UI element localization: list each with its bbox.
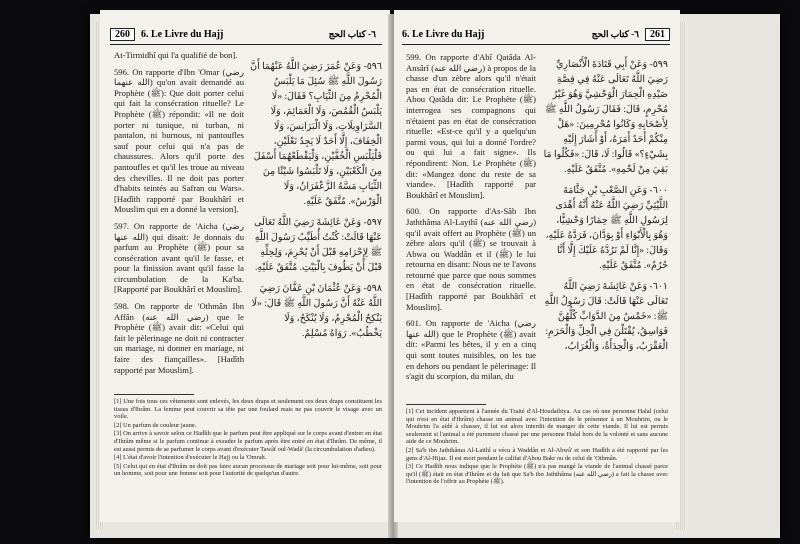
footnotes [114, 398, 382, 479]
footnote-separator [114, 394, 194, 395]
left-page-header [110, 24, 382, 45]
hadith-598: 598. On rapporte de 'Othmân Ibn Affân (رضي الله عنه) que le Prophète (ﷺ) avait dit: «Celui qui fait le pèlerinage ne doit ni contracter un mariage, ni donner en mariage, ni faire des fiançailles». [Hadîth rapporté par Mouslim]. [114, 301, 245, 375]
left-page [100, 10, 390, 522]
french-column [114, 50, 244, 381]
footnote: [3] On arrive à savoir selon ce Hadîth que le parfum peut être appliqué sur le corps avant d'entrer en état d'Ihrâm même si le parfum continue à exsuder le parfum après être entré en état d'Ihrâm. De même, il est aussi permis de se parfumer le corps avant d'exécuter Tawâf oul-Wadâ' (la circumbulation d'adieu). [114, 430, 382, 453]
french-column [406, 52, 536, 388]
arabic-column [250, 60, 382, 348]
arabic-hadith-597: ٥٩٧- وَعَنْ عَائِشَةَ رَضِيَ اللَّهُ تَعَالَى عَنْهَا قَالَتْ: كُنْتُ أُطَيِّبُ رَسُولَ اللَّهِ ﷺ لِإِحْرَامِهِ قَبْلَ أَنْ يُحْرِمَ، وَلِحِلِّهِ قَبْلَ أَنْ يَطُوفَ بِالْبَيْتِ. مُتَّفَقٌ عَلَيْهِ. [254, 218, 382, 273]
page-number: 260 [110, 28, 135, 41]
arabic-hadith-601: ٦٠١- وَعَنْ عَائِشَةَ رَضِيَ اللَّهُ تَعَالَى عَنْهَا قَالَتْ: قَالَ رَسُولُ اللَّهِ ﷺ: «خَمْسٌ مِنَ الدَّوَابِّ كُلُّهُنَّ فَوَاسِقُ، يُقْتَلْنَ فِي الْحِلِّ وَالْحَرَمِ: الْعَقْرَبُ، وَالْحِدَأَةُ، وَالْغُرَابُ، [544, 282, 668, 352]
footnote: [2] Sa'b ibn Jaththâma Al-Laithî a vécu à Waddân et Al-Abwâ' et son Hadîth a été rapporté par les gens d'Al-Hijaz. Il est mort pendant le califat d'Abou Bakr ou de celui de 'Othmân. [406, 446, 668, 462]
footnote: [3] Ce Hadîth nous indique que le Prophète (ﷺ) n'a pas mangé la viande de l'animal chassé parce qu'il (ﷺ) était en état d'Ihrâm et du fait que Sa'b ibn Jaththâma (رضي الله عنه) a fait la chasse avec l'intention de l'offrir au Prophète (ﷺ). [406, 463, 668, 486]
footnote: [2] Un parfum de couleur jaune. [114, 421, 197, 429]
arabic-column [542, 58, 668, 361]
hadith-601: 601. On rapporte de 'Aicha (رضي الله عنها) que le Prophète (ﷺ) avait dit: «Parmi les bêtes, il y en a cinq qui sont toutes nuisibles, on les tue en dehors ou pendant le pèlerinage: Il s'agit du scorpion, du milan, du [406, 318, 536, 382]
footnote-separator [406, 404, 486, 405]
footnote: [4] L'état d'avoir l'intention d'exécuter le Hajj ou la 'Omrah. [114, 454, 267, 462]
hadith-597: 597. On rapporte de 'Aicha (رضي الله عنها) qui disait: Je donnais du parfum au Prophète (ﷺ) pour sa consécration avant qu'il le fasse, et pour la finission avant qu'il fasse la circumbulation de la Ka'ba. [Rapporté par Boukhârî et Mouslim]. [114, 220, 244, 295]
running-title: 6. Le Livre du Hajj [402, 28, 485, 40]
arabic-hadith-598: ٥٩٨- وَعَنْ عُثْمَانَ بْنِ عَفَّانَ رَضِيَ اللَّهُ عَنْهُ أَنَّ رَسُولَ اللَّهِ ﷺ قَالَ: «لَا يَنْكِحُ الْمُحْرِمُ، وَلَا يُنْكَحُ، وَلَا يَخْطُبُ». رَوَاهُ مُسْلِمٌ. [251, 284, 382, 339]
footnote: [1] Une fois tous ces vêtements sont enlevés, les deux draps et seulement ces deux draps constituent les tissus d'Ihrâm. La femme peut couvrir sa tête par une foulard mais ne pas couvrir le visage avec un voile. [114, 398, 382, 421]
running-title: 6. Le Livre du Hajj [141, 28, 224, 40]
footnote: [5] Celui qui en état d'Ihrâm ne doit pas faire aucun processus de mariage soit pour lui-même, soit pour un homme, soit pour une femme soit pour l'autorité de quelqu'un d'autre. [114, 462, 382, 478]
hadith-599: 599. On rapporte d'Abî Qatâda Al-Ansârî (رضي الله عنه) à propos de la chasse d'un zèbre alors qu'il n'était pas en état de consécration rituelle. Abou Qatâda dit: Le Prophète (ﷺ) interrogea ses compagnons qui n'étaient pas en état de consécration rituelle: «Est-ce qu'il y a quelqu'un parmi vous, qui lui a donné l'ordre? ou qui lui a fait signe». Ils répondirent: Non. Le Prophète (ﷺ) dit: «Mangez donc du reste de sa viande». [Hadîth rapporté par Boukhârî et Mouslim]. [406, 52, 536, 200]
hadith-596: 596. On rapporte d'Ibn 'Omar (رضي الله عنهما) qu'on avait demandé au Prophète (ﷺ): Que doit porter celui qui fait la consécration rituelle? Le Prophète (ﷺ) répondit: «Il ne doit porter ni tunique, ni turban, ni pantalon, ni burnous, ni pantoufles sauf pour celui qui n'a pas de chaussures. Alors qu'il porte des pantoufles et qu'il les troue au niveau des chevilles. Il ne doit pas porter d'habits teintés au Safran ou Wars». [Hadîth rapporté par Boukhârî et Mouslim qui en a donné la version]. [114, 66, 245, 215]
footnotes [406, 408, 668, 487]
arabic-hadith-600: ٦٠٠- وَعَنِ الصَّعْبِ بْنِ جَثَّامَةَ اللَّيْثِيِّ رَضِيَ اللَّهُ عَنْهُ أَنَّهُ أَهْدَى لِرَسُولِ اللَّهِ ﷺ حِمَارًا وَحْشِيًّا، وَهُوَ بِالْأَبْوَاءِ أَوْ بِوَدَّانَ، فَرَدَّهُ عَلَيْهِ، وَقَالَ: «إِنَّا لَمْ نَرُدَّهُ عَلَيْكَ إِلَّا أَنَّا حُرُمٌ». مُتَّفَقٌ عَلَيْهِ. [545, 186, 668, 271]
right-page [394, 10, 680, 522]
running-title-arabic: ٦- كتاب الحج [591, 28, 639, 39]
arabic-hadith-596: ٥٩٦- وَعَنْ عُمَرَ رَضِيَ اللَّهُ عَنْهُمَا أَنَّ رَسُولَ اللَّهِ ﷺ سُئِلَ مَا يَلْبَسُ الْمُحْرِمُ مِنَ الثِّيَابِ؟ فَقَالَ: «لَا يَلْبَسُ الْقُمُصَ، وَلَا الْعَمَائِمَ، وَلَا السَّرَاوِيلَاتِ، وَلَا الْبَرَانِسَ، وَلَا الْخِفَافَ، إِلَّا أَحَدٌ لَا يَجِدُ نَعْلَيْنِ، فَلْيَلْبَسِ الْخُفَّيْنِ، وَلْيَقْطَعْهُمَا أَسْفَلَ مِنَ الْكَعْبَيْنِ، وَلَا تَلْبَسُوا شَيْئًا مِنَ الثِّيَابِ مَسَّهُ الزَّعْفَرَانُ، وَلَا الْوَرْسُ». مُتَّفَقٌ عَلَيْهِ. [250, 62, 382, 207]
right-page-header [402, 24, 670, 45]
footnote: [1] Cet incident appartient à l'année du Traité d'Al-Houdaibiya. Au cas où une personne Halal (celui qui n'est en état d'Ihrâm) chasse un animal avec l'intention de le présenter à un Mouhrim, ou le Mouhrim l'a aidé à chasser, il lui est alors interdit de manger de cette viande. Il lui est permis seulement si l'animal a été purement chassé par une personne Halal hors de la volonté et sans aucune aide de ce Mouhrim. [406, 408, 668, 446]
page-number: 261 [645, 28, 670, 41]
paragraph: At-Tirmidhî qui l'a qualifié de bon]. [114, 50, 238, 60]
running-title-arabic: ٦- كتاب الحج [328, 28, 376, 39]
hadith-600: 600. On rapporte d'As-Sâb Ibn Jaththâma Al-Laythî (رضي الله عنه) qu'il avait offert au Prophète (ﷺ) un zèbre alors qu'il (ﷺ) se trouvait à Abwa ou Waddân et il (ﷺ) le lui retourna en disant: Nous ne te l'avons retourné que parce que nous sommes en état de consécration rituelle. [Hadîth rapporté par Boukhârî et Mouslim]. [406, 206, 536, 312]
arabic-hadith-599: ٥٩٩- وَعَنْ أَبِي قَتَادَةَ الْأَنْصَارِيِّ رَضِيَ اللَّهُ تَعَالَى عَنْهُ فِي قِصَّةِ صَيْدِهِ الْحِمَارَ الْوَحْشِيَّ وَهُوَ غَيْرُ مُحْرِمٍ، قَالَ: فَقَالَ رَسُولُ اللَّهِ ﷺ لِأَصْحَابِهِ وَكَانُوا مُحْرِمِينَ: «هَلْ مِنْكُمْ أَحَدٌ أَمَرَهُ، أَوْ أَشَارَ إِلَيْهِ بِشَيْءٍ؟» قَالُوا: لَا، قَالَ: «فَكُلُوا مَا بَقِيَ مِنْ لَحْمِهِ». مُتَّفَقٌ عَلَيْهِ. [543, 60, 668, 175]
